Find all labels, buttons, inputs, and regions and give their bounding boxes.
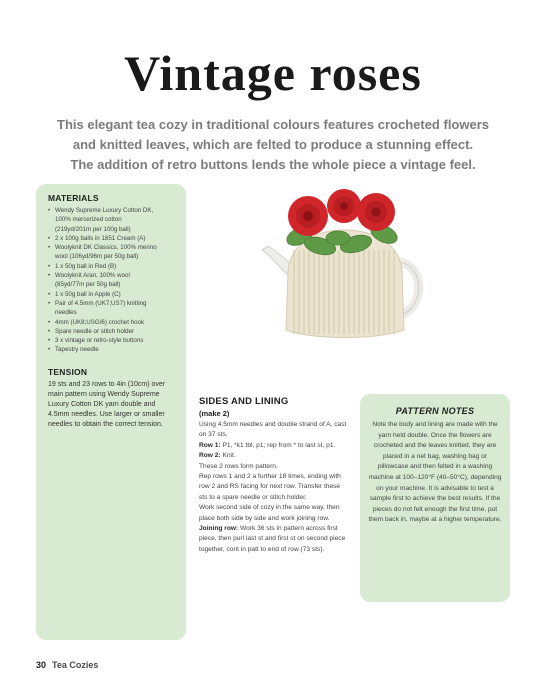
- materials-list: [48, 206, 178, 355]
- intro-paragraph: [30, 115, 516, 175]
- materials-item: • Woolyknit Aran, 100% wool: [48, 271, 178, 280]
- sides-para-pattern: These 2 rows form pattern.: [199, 462, 278, 470]
- row-2-text: Knit.: [220, 452, 236, 460]
- tension-heading: TENSION: [48, 366, 88, 377]
- row-2-label: Row 2:: [199, 452, 221, 460]
- sides-subheading: (make 2): [199, 409, 230, 418]
- materials-item: • 1 x 50g ball in Apple (C): [48, 290, 178, 299]
- pattern-notes-text: Note the body and lining are made with the yarn held double. Once the flowers are crocheted and the leaves knitted, they are placed in a net bag, washing bag or pillowcase and then felted in a washing machine at 100–120°F (40–50°C), depending on your machine. It is advisable to test a sample first to achieve the best results. If the pieces do not felt enough the first time, put them back in, maybe at a higher temperature.: [368, 421, 502, 524]
- sides-and-lining-section: [199, 396, 349, 555]
- materials-heading: MATERIALS: [48, 193, 99, 203]
- sides-para-cast-on: Using 4.5mm needles and double strand of A, cast on 37 sts.: [199, 421, 347, 439]
- materials-item: needles: [55, 309, 77, 317]
- materials-item: • 1 x 50g ball in Red (B): [48, 262, 178, 271]
- row-1-text: P1, *k1 tbl, p1; rep from * to last st, p1.: [220, 441, 336, 449]
- tension-text: 19 sts and 23 rows to 4in (10cm) over main pattern using Wendy Supreme Luxury Cotton DK yarn double and 4.5mm needles. Use larger or smaller needles to obtain the correct tension.: [48, 380, 166, 428]
- materials-item: • Wendy Supreme Luxury Cotton DK,: [48, 206, 178, 215]
- sides-row-2: [199, 451, 349, 461]
- materials-item: • Spare needle or stitch holder: [48, 327, 178, 336]
- materials-item: (219yd/201m per 100g ball): [55, 225, 131, 233]
- pattern-notes-panel: [360, 394, 510, 602]
- joining-row-label: Joining row:: [199, 525, 239, 533]
- sides-para-repeat: Rep rows 1 and 2 a further 18 times, ending with row 2 and RS facing for next row. Transfer these sts to a spare needle or stitch holder.: [199, 473, 341, 501]
- pattern-notes-heading: PATTERN NOTES: [395, 406, 475, 416]
- sides-para-second-side: Work second side of cozy in the same way, then place both side by side and work joining row.: [199, 504, 340, 522]
- teapot-cozy-photo: [258, 184, 428, 354]
- intro-line: and knitted leaves, which are felted to produce a stunning effect.: [72, 137, 474, 152]
- materials-panel: [36, 184, 186, 640]
- materials-item: 100% mercerized cotton: [55, 216, 122, 224]
- materials-item: wool (106yd/96m per 50g ball): [55, 253, 139, 261]
- intro-line: This elegant tea cozy in traditional colours features crocheted flowers: [57, 117, 489, 132]
- row-1-label: Row 1:: [199, 441, 221, 449]
- section-name: Tea Cozies: [52, 660, 99, 670]
- page-footer: [36, 660, 98, 670]
- materials-item: • 2 x 100g balls in 1851 Cream (A): [48, 234, 178, 243]
- materials-item: • Pair of 4.5mm (UK7;US7) knitting: [48, 299, 178, 308]
- joining-row-text: Work 36 sts in pattern across first piece, then purl last st and first st on second piece together, cont in patt to end of row (73 sts).: [199, 525, 346, 553]
- materials-item: • Woolyknit DK Classics, 100% merino: [48, 243, 178, 252]
- sides-joining-row: [199, 524, 349, 555]
- page-title: Vintage roses: [124, 45, 422, 101]
- intro-line: The addition of retro buttons lends the whole piece a vintage feel.: [70, 157, 476, 172]
- crochet-roses: [288, 189, 395, 236]
- sides-heading: SIDES AND LINING: [199, 396, 289, 407]
- materials-item: • 4mm (UK8;USG/6) crochet hook: [48, 318, 178, 327]
- materials-item: • Tapestry needle: [48, 345, 178, 354]
- page-number: 30: [36, 660, 47, 670]
- materials-item: (85yd/77m per 50g ball): [55, 281, 121, 289]
- sides-row-1: [199, 441, 349, 451]
- materials-item: • 3 x vintage or retro-style buttons: [48, 336, 178, 345]
